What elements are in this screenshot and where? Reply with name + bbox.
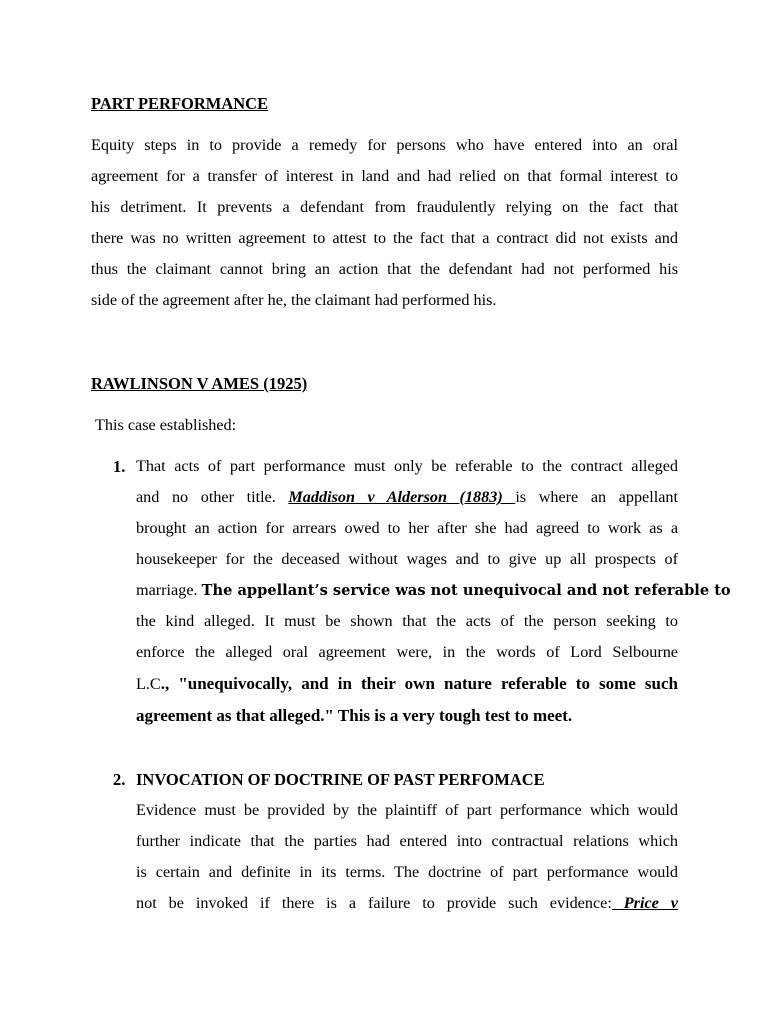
list-line: That acts of part performance must only be referable to the contract alleged	[136, 457, 678, 475]
list-line	[136, 668, 678, 700]
bold-text-run: The appellant’s service was not unequivocal and not referable to	[201, 582, 731, 599]
text-run: not be invoked if there is a failure to provide such evidence:	[136, 894, 612, 912]
text-run: L.C	[136, 675, 161, 693]
paragraph-line: his detriment. It prevents a defendant from fraudulently relying on the fact that	[91, 198, 678, 216]
text-run: marriage.	[136, 581, 202, 599]
list-line	[136, 482, 678, 513]
section-heading-part-performance: PART PERFORMANCE	[91, 94, 269, 113]
list-line: Evidence must be provided by the plaintiff of part performance which would	[136, 801, 678, 819]
list-number-1: 1.	[113, 457, 126, 476]
section-heading-rawlinson-v-ames: RAWLINSON V AMES (1925)	[91, 374, 308, 393]
text-run: is where an appellant	[515, 488, 679, 506]
text-run: and no other title.	[136, 488, 289, 506]
list-line: the kind alleged. It must be shown that the acts of the person seeking to	[136, 612, 678, 630]
doctrine-heading: INVOCATION OF DOCTRINE OF PAST PERFOMACE	[136, 770, 545, 789]
list-item-2-text	[136, 795, 678, 919]
paragraph-line: side of the agreement after he, the claimant had performed his.	[91, 291, 497, 309]
list-line: is certain and definite in its terms. The doctrine of part performance would	[136, 863, 678, 881]
paragraph-line: Equity steps in to provide a remedy for persons who have entered into an oral	[91, 136, 678, 154]
paragraph-line: agreement for a transfer of interest in land and had relied on that formal interest to	[91, 167, 678, 185]
paragraph-line: there was no written agreement to attest to the fact that a contract did not exists and	[91, 229, 678, 247]
case-citation-price: Price v	[611, 894, 678, 912]
list-line: housekeeper for the deceased without wages and to give up all prospects of	[136, 550, 678, 568]
case-intro: This case established:	[95, 416, 237, 434]
list-line: brought an action for arrears owed to her after she had agreed to work as a	[136, 519, 678, 537]
list-number-2: 2.	[113, 770, 126, 789]
paragraph-line: thus the claimant cannot bring an action that the defendant had not performed his	[91, 260, 678, 278]
part-performance-paragraph	[91, 130, 678, 316]
list-line: further indicate that the parties had entered into contractual relations which	[136, 832, 678, 850]
case-citation-maddison: Maddison v Alderson (1883)	[288, 488, 516, 506]
list-line	[136, 700, 678, 732]
list-line	[136, 575, 731, 606]
list-line	[136, 888, 678, 919]
quote-bold-run: agreement as that alleged." This is a very tough test to meet.	[136, 706, 573, 725]
list-line: enforce the alleged oral agreement were, in the words of Lord Selbourne	[136, 643, 678, 661]
quote-bold-run: ., "unequivocally, and in their own nature referable to some such	[160, 674, 678, 693]
list-item-1-text	[136, 451, 731, 732]
